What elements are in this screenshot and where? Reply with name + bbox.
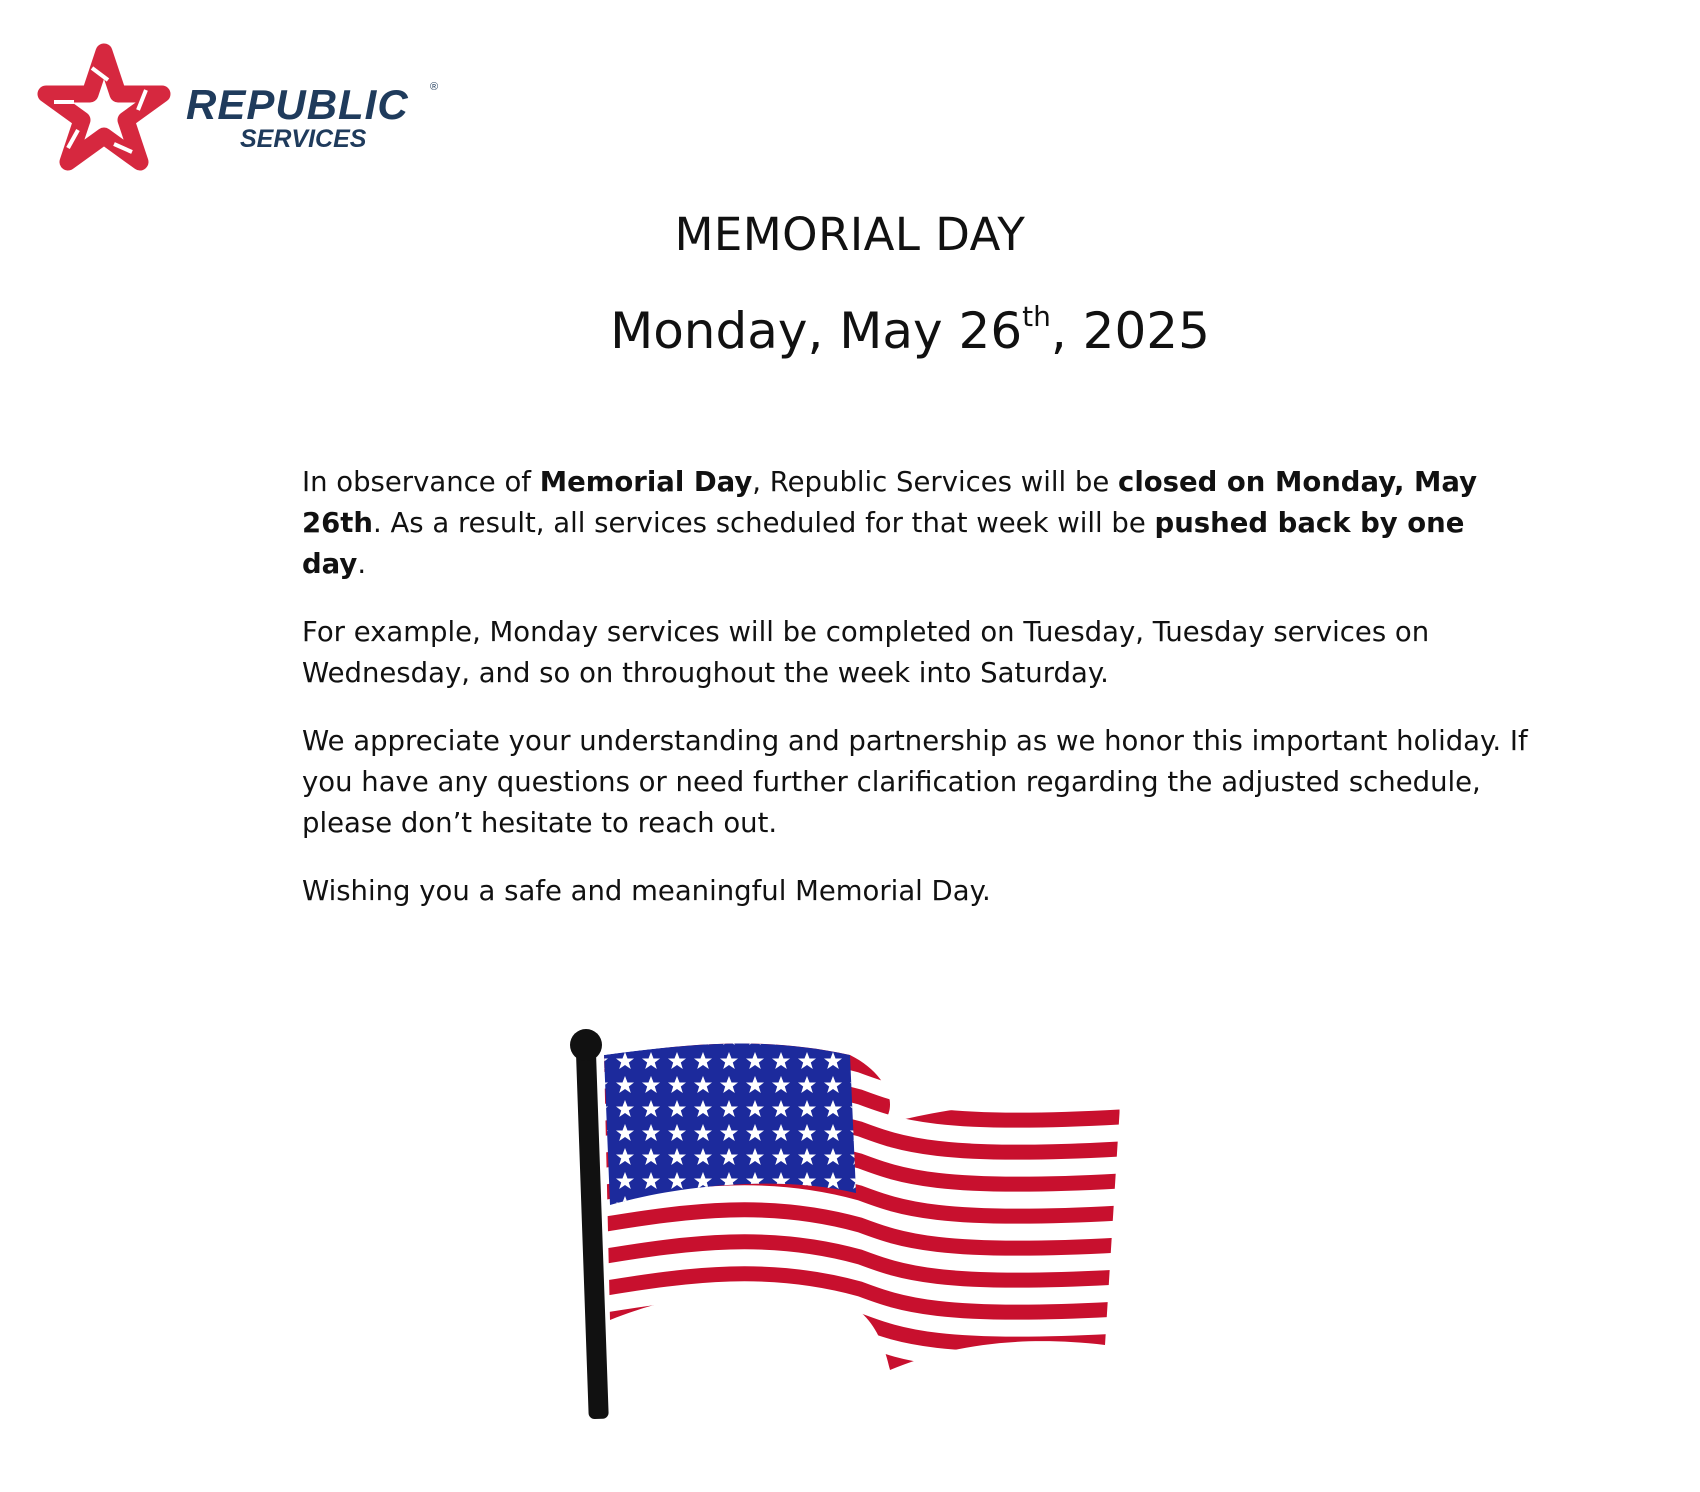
p1-text-2: , Republic Services will be	[752, 466, 1119, 498]
registered-mark: ®	[430, 81, 439, 93]
paragraph-closure	[302, 462, 1532, 585]
p1-text-1: In observance of	[302, 466, 540, 498]
date-ordinal: th	[1022, 300, 1051, 334]
star-logo-icon	[34, 40, 174, 180]
notice-body	[302, 462, 1532, 939]
logo-line-services: SERVICES	[240, 125, 367, 153]
logo-wordmark	[186, 81, 439, 153]
p1-bold-closed: closed on Monday, May 26th	[302, 466, 1478, 539]
date-year: , 2025	[1050, 302, 1210, 360]
p1-text-3: . As a result, all services scheduled for that week will be	[373, 507, 1155, 539]
logo-line-republic: REPUBLIC	[186, 81, 409, 128]
date-main: Monday, May 26	[610, 302, 1023, 360]
p1-bold-holiday: Memorial Day	[539, 466, 753, 498]
holiday-date	[0, 302, 1700, 360]
paragraph-appreciation: We appreciate your understanding and partnership as we honor this important holiday. If you have any questions or need further clarification regarding the adjusted schedule, please don’t hesitate to reach out.	[302, 725, 1528, 839]
paragraph-example: For example, Monday services will be completed on Tuesday, Tuesday services on Wednesday, and so on throughout the week into Saturday.	[302, 616, 1430, 689]
p1-text-4: .	[357, 548, 367, 580]
paragraph-closing: Wishing you a safe and meaningful Memorial Day.	[302, 875, 991, 907]
american-flag-icon	[560, 1025, 1130, 1425]
page-title: MEMORIAL DAY	[674, 208, 1026, 261]
p1-bold-delay: pushed back by one day	[302, 507, 1465, 580]
company-logo	[34, 40, 474, 180]
